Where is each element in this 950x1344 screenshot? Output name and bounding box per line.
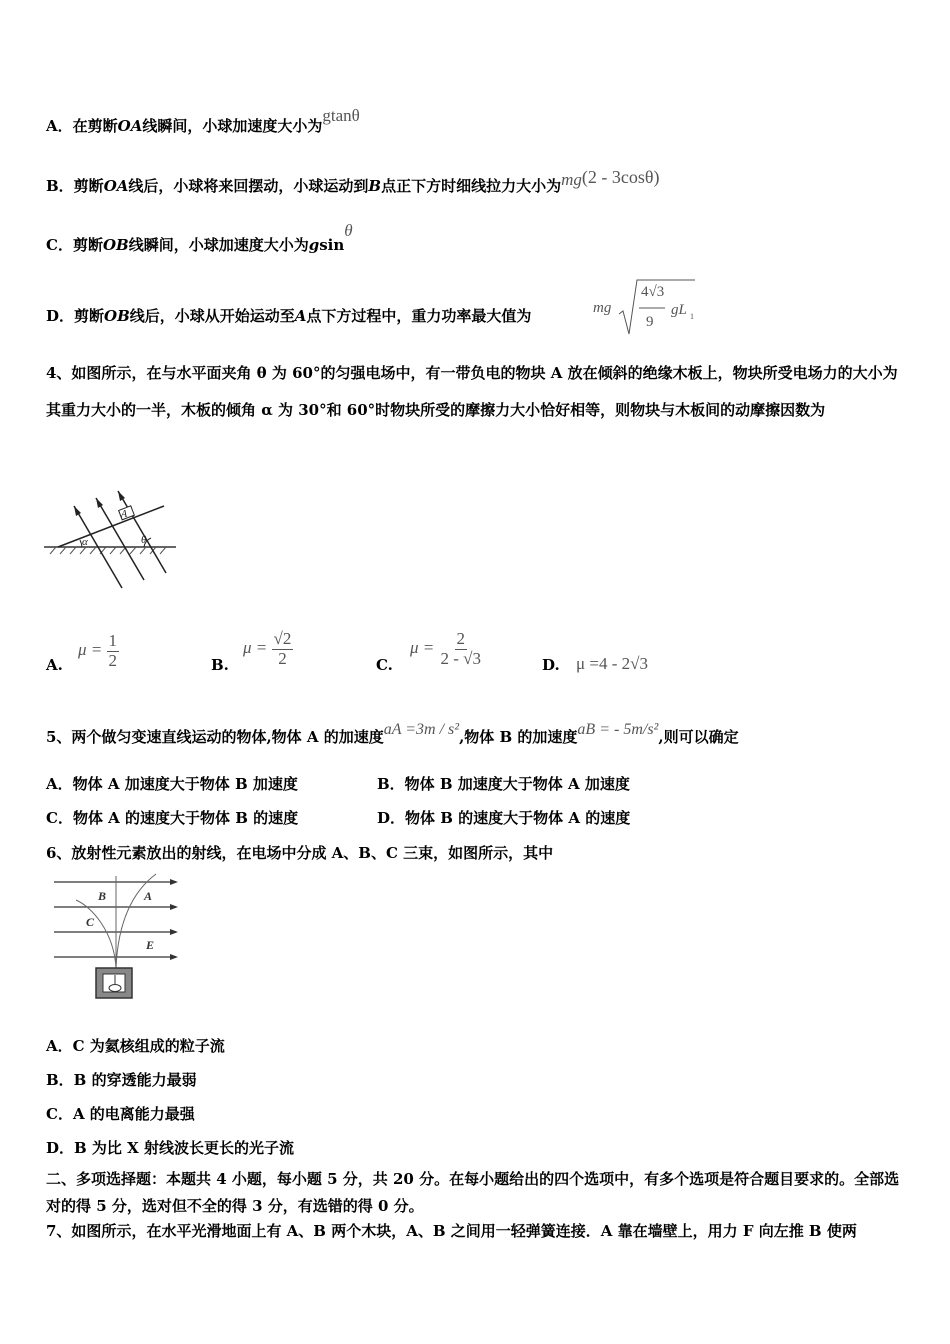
q5-option-a-text: A．物体 A 加速度大于物体 B 加速度 (46, 775, 298, 793)
q4-option-d (542, 656, 560, 674)
q4-option-b (211, 656, 229, 674)
q3-c-ob: OB (102, 236, 129, 254)
q4-c-mu: μ = (410, 638, 435, 658)
q3-b-text2: 点正下方时细线拉力大小为 (381, 177, 562, 195)
q3-c-g: g (308, 236, 320, 254)
q4-option-a-formula (78, 632, 119, 670)
q4-c-den: 2 - √3 (440, 648, 482, 668)
q5-text3: ,则可以确定 (658, 728, 739, 746)
q3-a-text: 线瞬间，小球加速度大小为 (142, 117, 323, 135)
label-theta: θ (141, 534, 147, 546)
q4-option-c-formula (410, 630, 483, 668)
q3-d-den: 9 (646, 314, 654, 330)
radioactive-sample (109, 985, 121, 992)
q4-text: 4、如图所示，在与水平面夹角 θ 为 60°的匀强电场中，有一带负电的物块 A 放在倾斜的绝缘木板上，物块所受电场力的大小为其重力大小的一半，木板的倾角 α 为 30°和 60°时物块所受的摩擦力大小恰好相等，则物块与木板间的动摩擦因数为 (46, 364, 898, 419)
q3-c-text: 线瞬间，小球加速度大小为 (128, 236, 309, 254)
q4-c-label: C. (376, 656, 393, 674)
q4-d-label: D. (542, 656, 560, 674)
q3-option-b (46, 167, 660, 196)
q6-option-b-text: B．B 的穿透能力最弱 (46, 1071, 197, 1089)
q4-option-a (46, 656, 63, 674)
q3-d-text2: 点下方过程中，重力功率最大值为 (306, 307, 532, 325)
q5-formula-a: aA =3m / s² (383, 721, 460, 738)
beam-c (76, 900, 116, 968)
ground-hatch (50, 547, 166, 554)
q4-figure (44, 478, 179, 593)
label-c: C (86, 915, 95, 929)
q3-c-sin: sin (319, 236, 345, 254)
q3-d-tail: gL (671, 302, 687, 318)
q3-d-num: 4√3 (641, 284, 665, 300)
q6-option-c-text: C．A 的电离能力最强 (46, 1105, 195, 1123)
q6-option-d-text: D．B 为比 X 射线波长更长的光子流 (46, 1139, 294, 1157)
label-b: B (98, 889, 107, 903)
label-alpha: α (82, 536, 88, 548)
q3-option-a (46, 106, 360, 136)
q4-b-label: B. (211, 656, 229, 674)
q3-d-prefix: D．剪断 (46, 307, 105, 325)
q3-c-theta: θ (344, 221, 353, 240)
q4-a-label: A. (46, 656, 63, 674)
q6-option-b (46, 1069, 197, 1090)
q5-option-b (377, 773, 630, 794)
label-e: E (146, 938, 155, 952)
q3-b-formula-rest: (2 - 3cosθ) (581, 167, 660, 187)
q4-option-c (376, 656, 393, 674)
q4-option-d-formula (576, 654, 648, 674)
q4-b-mu: μ = (243, 638, 268, 658)
q3-b-prefix: B．剪断 (46, 177, 104, 195)
q3-d-point: A (294, 307, 307, 325)
q5-option-d (377, 807, 630, 828)
q3-b-oa: OA (103, 177, 129, 195)
q3-b-point: B (368, 177, 382, 195)
q4-option-b-formula (243, 630, 293, 668)
q3-b-text1: 线后，小球将来回摆动，小球运动到 (128, 177, 369, 195)
field-arrows (170, 879, 178, 960)
q5-formula-b: aB = - 5m/s² (577, 721, 659, 738)
incline-board (58, 506, 164, 547)
q3-c-prefix: C．剪断 (46, 236, 103, 254)
q3-a-formula: gtanθ (322, 106, 360, 125)
field-lines (74, 491, 166, 588)
q4-b-num: √2 (273, 629, 292, 648)
q5-text1: 5、两个做匀变速直线运动的物体,物体 A 的加速度 (46, 728, 384, 746)
q6-option-d (46, 1137, 294, 1158)
q5-option-c-text: C．物体 A 的速度大于物体 B 的速度 (46, 809, 299, 827)
q6-option-a-text: A．C 为氦核组成的粒子流 (46, 1037, 225, 1055)
label-block-a: A (121, 509, 128, 520)
q3-option-d (46, 305, 531, 326)
q6-option-a (46, 1035, 225, 1056)
q5-text (46, 721, 739, 747)
q4-b-den: 2 (278, 648, 287, 668)
q3-d-text1: 线后，小球从开始运动至 (129, 307, 295, 325)
field-arrows (74, 491, 125, 516)
q4-a-num: 1 (108, 631, 118, 650)
q3-a-oa: OA (117, 117, 143, 135)
q3-a-prefix: A．在剪断 (46, 117, 118, 135)
q4-c-num: 2 (456, 629, 466, 648)
q4-a-mu: μ = (78, 640, 103, 660)
q6-text: 6、放射性元素放出的射线，在电场中分成 A、B、C 三束，如图所示，其中 (46, 844, 554, 862)
q3-d-sub: 1 (690, 312, 694, 321)
q5-option-b-text: B．物体 B 加速度大于物体 A 加速度 (377, 775, 630, 793)
q3-option-c (46, 221, 353, 255)
field-lines (54, 882, 176, 957)
q3-d-ob: OB (104, 307, 130, 325)
q4-d-mu: μ =4 - 2√3 (576, 654, 648, 673)
q3-b-formula-mg: mg (561, 170, 582, 189)
q7-text: 7、如图所示，在水平光滑地面上有 A、B 两个木块，A、B 之间用一轻弹簧连接．A 靠在墙壁上，用力 F 向左推 B 使两 (46, 1222, 857, 1240)
q4-a-den: 2 (108, 650, 118, 670)
label-a: A (144, 889, 153, 903)
q5-option-d-text: D．物体 B 的速度大于物体 A 的速度 (377, 809, 631, 827)
q3-d-mg: mg (593, 300, 612, 316)
q6-option-c (46, 1103, 195, 1124)
q5-option-c (46, 807, 298, 828)
q6-figure (52, 872, 182, 1004)
q5-text2: ,物体 B 的加速度 (459, 728, 578, 746)
section2-text: 二、多项选择题：本题共 4 小题，每小题 5 分，共 20 分。在每小题给出的四个选项中，有多个选项是符合题目要求的。全部选对的得 5 分，选对但不全的得 3 分，有选错的得 0 分。 (46, 1170, 900, 1215)
q5-option-a (46, 773, 298, 794)
